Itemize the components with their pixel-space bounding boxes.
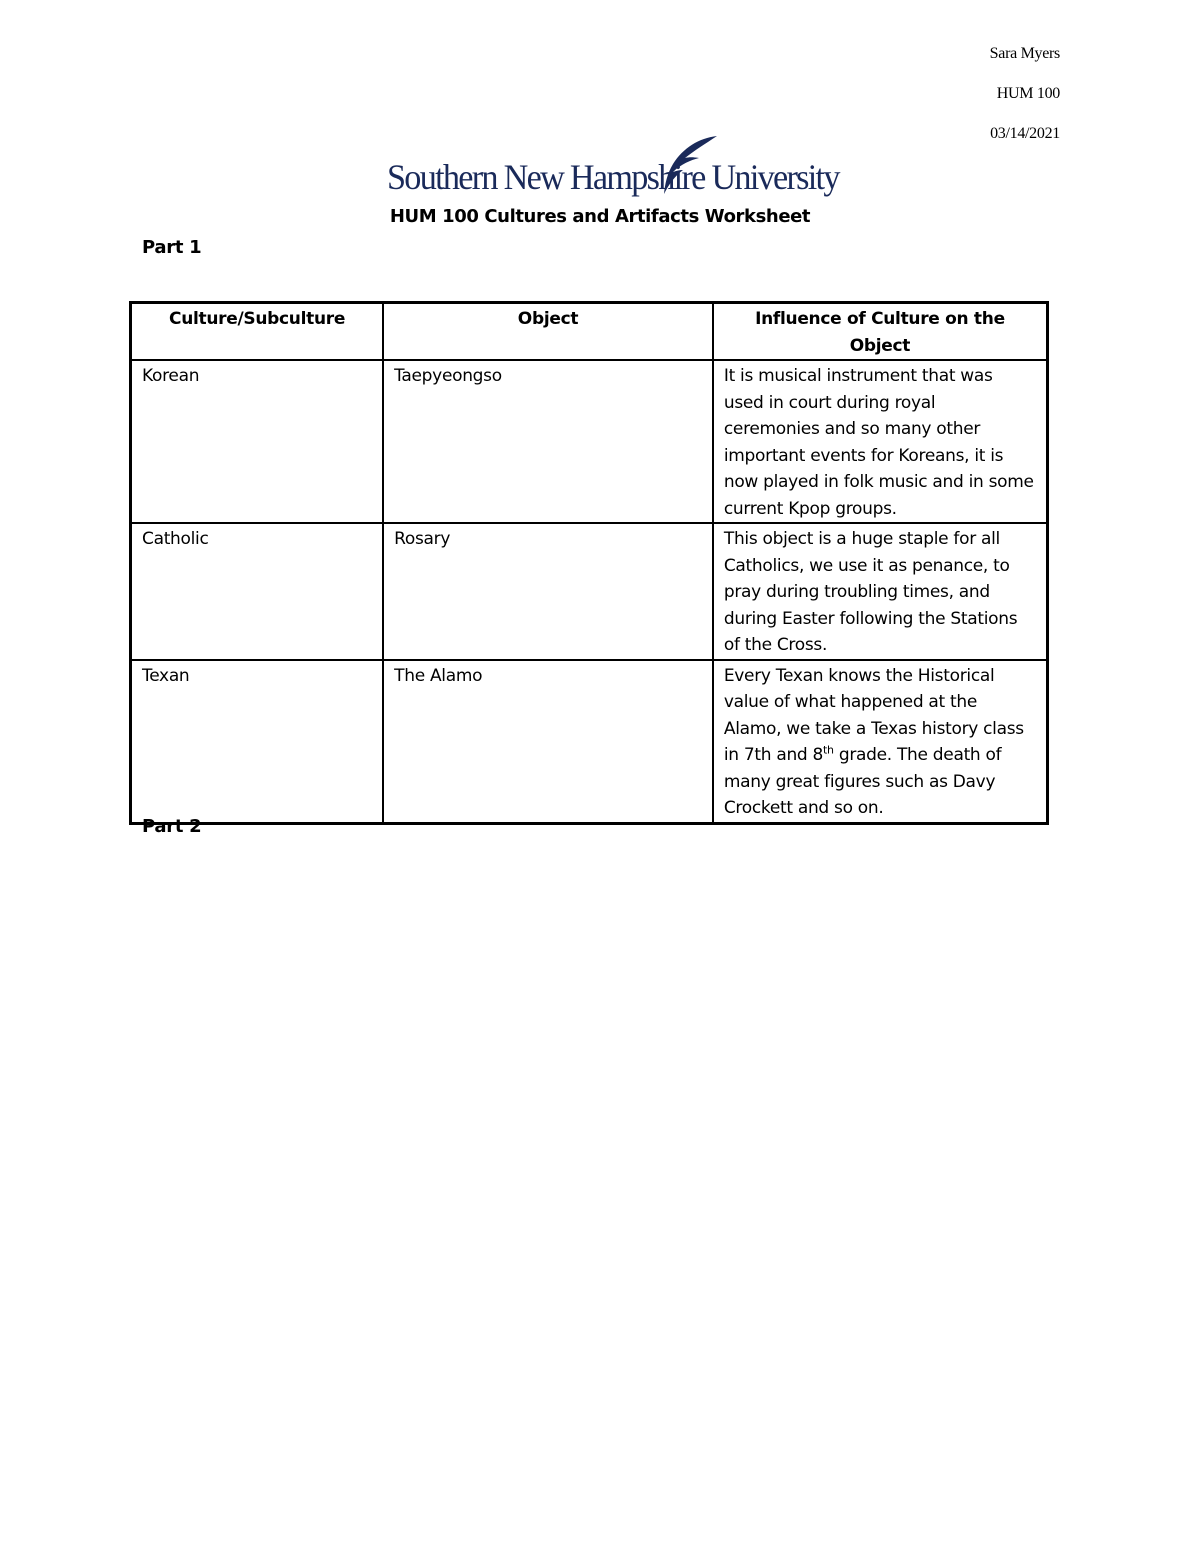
- column-header-object: Object: [383, 303, 713, 361]
- student-name: Sara Myers: [989, 45, 1060, 62]
- column-header-influence: Influence of Culture on the Object: [713, 303, 1048, 361]
- influence-text-start: Every Texan knows the Historical value of what happened at the Alamo, we take a Texas history class in 7th and 8: [723, 665, 1024, 765]
- quill-icon: [649, 134, 719, 196]
- university-logo: [387, 134, 839, 200]
- influence-cell: This object is a huge staple for all Catholics, we use it as penance, to pray during troubling times, and during Easter following the Stations of the Cross.: [713, 523, 1048, 660]
- part-2-heading: Part 2: [142, 816, 202, 837]
- course-code: HUM 100: [996, 85, 1060, 102]
- table-row: [131, 523, 1048, 660]
- ordinal-suffix: th: [823, 743, 834, 757]
- part-1-heading: Part 1: [142, 237, 202, 258]
- influence-text-end: grade. The death of many great figures such as Davy Crockett and so on.: [723, 745, 1002, 818]
- document-title: HUM 100 Cultures and Artifacts Worksheet: [389, 206, 811, 227]
- object-cell: Rosary: [383, 523, 713, 660]
- object-cell: The Alamo: [383, 660, 713, 824]
- logo-text: Southern New Hampshire University: [387, 157, 839, 197]
- culture-cell: Catholic: [131, 523, 384, 660]
- table-header-row: [131, 303, 1048, 361]
- object-cell: Taepyeongso: [383, 360, 713, 523]
- artifacts-table: [129, 301, 1049, 825]
- culture-cell: Texan: [131, 660, 384, 824]
- header-info: [990, 34, 1060, 154]
- table-row: [131, 660, 1048, 824]
- culture-cell: Korean: [131, 360, 384, 523]
- influence-cell: [713, 660, 1048, 824]
- submission-date: 03/14/2021: [990, 125, 1060, 142]
- column-header-culture: Culture/Subculture: [131, 303, 384, 361]
- table-row: [131, 360, 1048, 523]
- influence-cell: It is musical instrument that was used in court during royal ceremonies and so many other important events for Koreans, it is now played in folk music and in some current Kpop groups.: [713, 360, 1048, 523]
